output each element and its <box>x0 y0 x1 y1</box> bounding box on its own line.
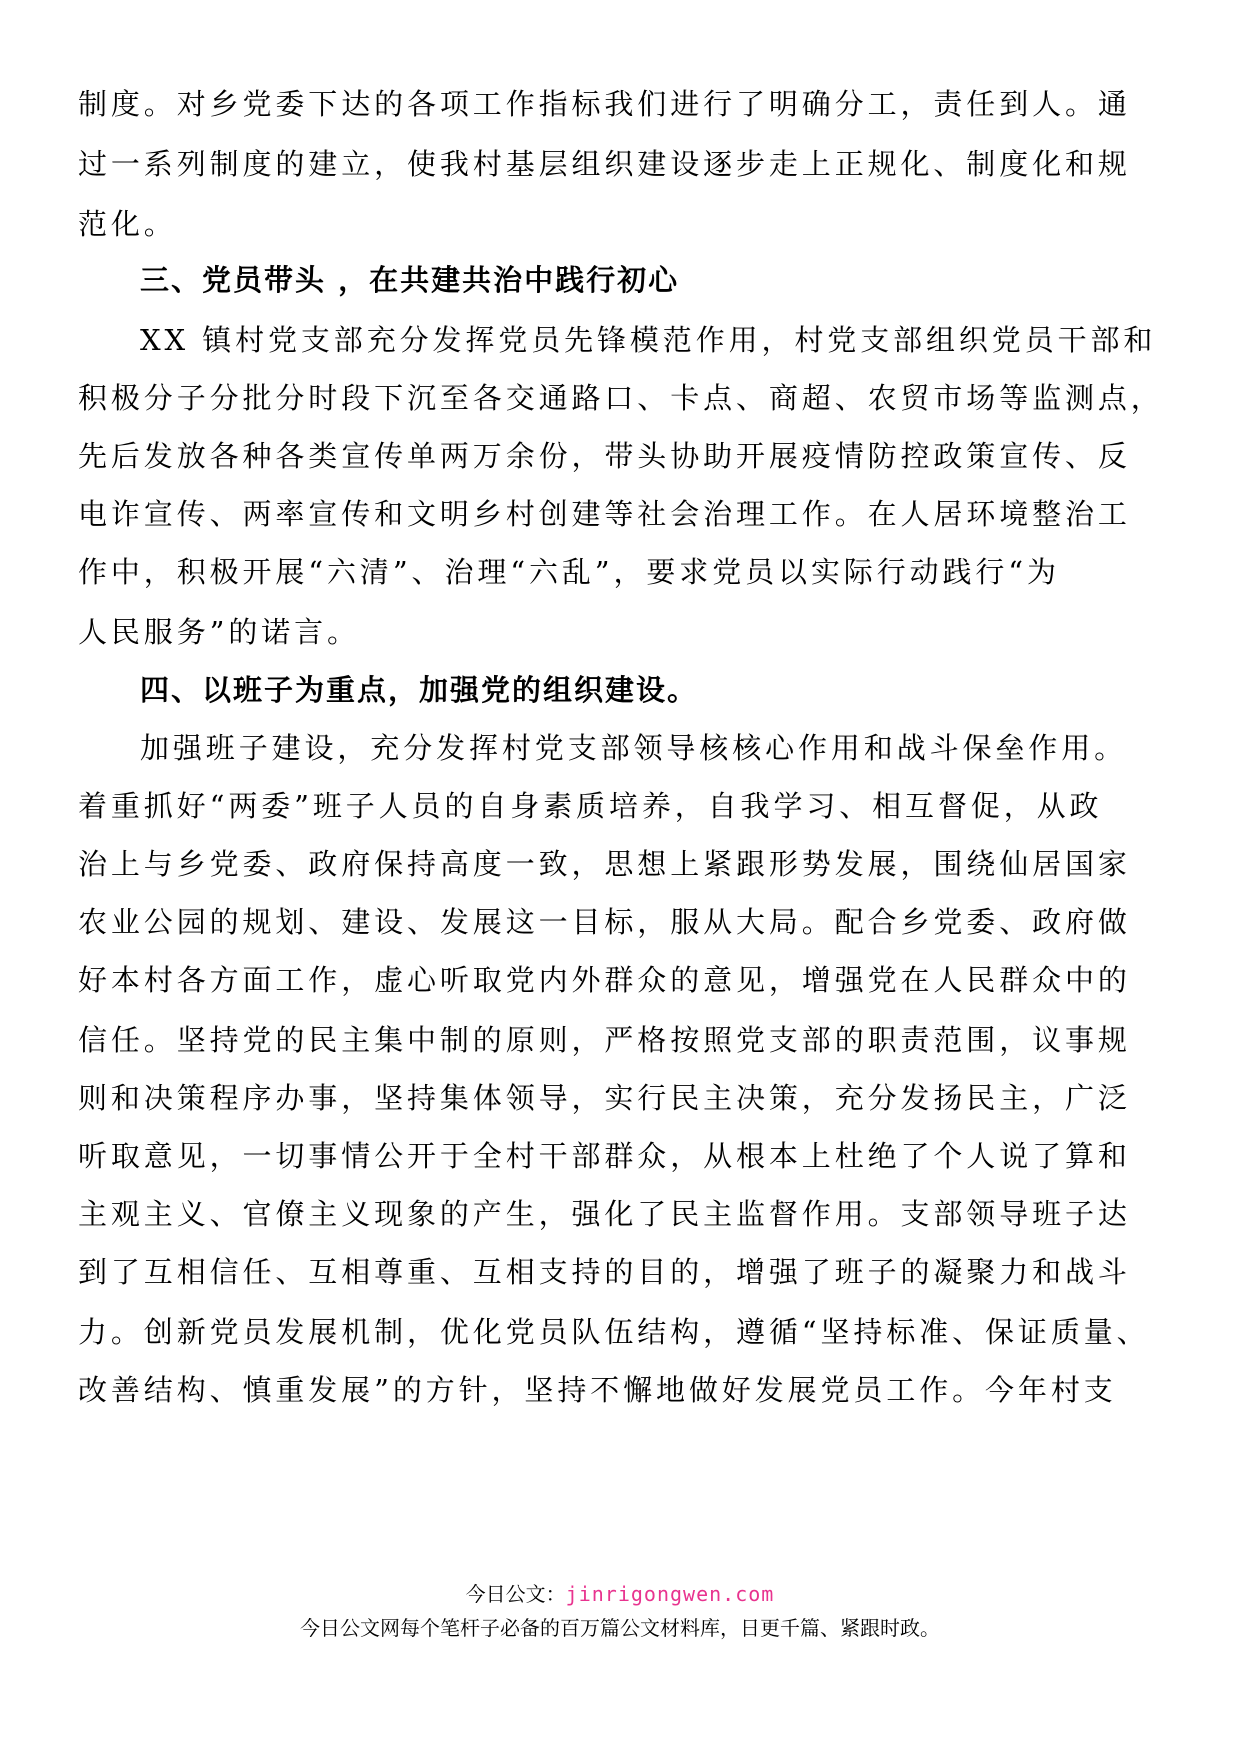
footer-label: 今日公文： <box>465 1582 566 1606</box>
paragraph-line: 着重抓好“两委”班子人员的自身素质培养，自我学习、相互督促，从政 <box>78 789 1103 823</box>
paragraph-line: 改善结构、慎重发展”的方针，坚持不懈地做好发展党员工作。今年村支 <box>78 1373 1117 1407</box>
paragraph-line: 作中，积极开展“六清”、治理“六乱”，要求党员以实际行动践行“为 <box>78 555 1060 589</box>
paragraph-line: 范化。 <box>78 207 177 241</box>
section-heading-3: 三、党员带头 ，在共建共治中践行初心 <box>140 263 680 297</box>
paragraph-line: 农业公园的规划、建设、发展这一目标，服从大局。配合乡党委、政府做 <box>78 905 1131 939</box>
paragraph-line: 先后发放各种各类宣传单两万余份，带头协助开展疫情防控政策宣传、反 <box>78 439 1131 473</box>
paragraph-line: 治上与乡党委、政府保持高度一致，思想上紧跟形势发展，围绕仙居国家 <box>78 847 1131 881</box>
paragraph-line: XX 镇村党支部充分发挥党员先锋模范作用，村党支部组织党员干部和 <box>140 323 1157 357</box>
paragraph-line: 到了互相信任、互相尊重、互相支持的目的，增强了班子的凝聚力和战斗 <box>78 1255 1131 1289</box>
paragraph-line: 主观主义、官僚主义现象的产生，强化了民主监督作用。支部领导班子达 <box>78 1197 1131 1231</box>
footer-slogan: 今日公文网每个笔杆子必备的百万篇公文材料库，日更千篇、紧跟时政。 <box>300 1616 940 1640</box>
paragraph-line: 电诈宣传、两率宣传和文明乡村创建等社会治理工作。在人居环境整治工 <box>78 497 1131 531</box>
paragraph-line: 过一系列制度的建立，使我村基层组织建设逐步走上正规化、制度化和规 <box>78 147 1131 181</box>
paragraph-line: 力。创新党员发展机制，优化党员队伍结构，遵循“坚持标准、保证质量、 <box>78 1315 1150 1349</box>
section-heading-4: 四、以班子为重点，加强党的组织建设。 <box>140 673 699 707</box>
footer-site-link[interactable]: jinrigongwen.com <box>565 1582 775 1606</box>
paragraph-line: 加强班子建设，充分发挥村党支部领导核核心作用和战斗保垒作用。 <box>140 731 1128 765</box>
paragraph-line: 则和决策程序办事，坚持集体领导，实行民主决策，充分发扬民主，广泛 <box>78 1081 1131 1115</box>
paragraph-line: 人民服务”的诺言。 <box>78 615 360 649</box>
paragraph-line: 好本村各方面工作，虚心听取党内外群众的意见，增强党在人民群众中的 <box>78 963 1131 997</box>
paragraph-line: 信任。坚持党的民主集中制的原则，严格按照党支部的职责范围，议事规 <box>78 1023 1131 1057</box>
footer-source <box>0 1580 1240 1608</box>
paragraph-line: 听取意见，一切事情公开于全村干部群众，从根本上杜绝了个人说了算和 <box>78 1139 1131 1173</box>
paragraph-line: 制度。对乡党委下达的各项工作指标我们进行了明确分工，责任到人。通 <box>78 87 1131 121</box>
paragraph-line: 积极分子分批分时段下沉至各交通路口、卡点、商超、农贸市场等监测点， <box>78 381 1164 415</box>
